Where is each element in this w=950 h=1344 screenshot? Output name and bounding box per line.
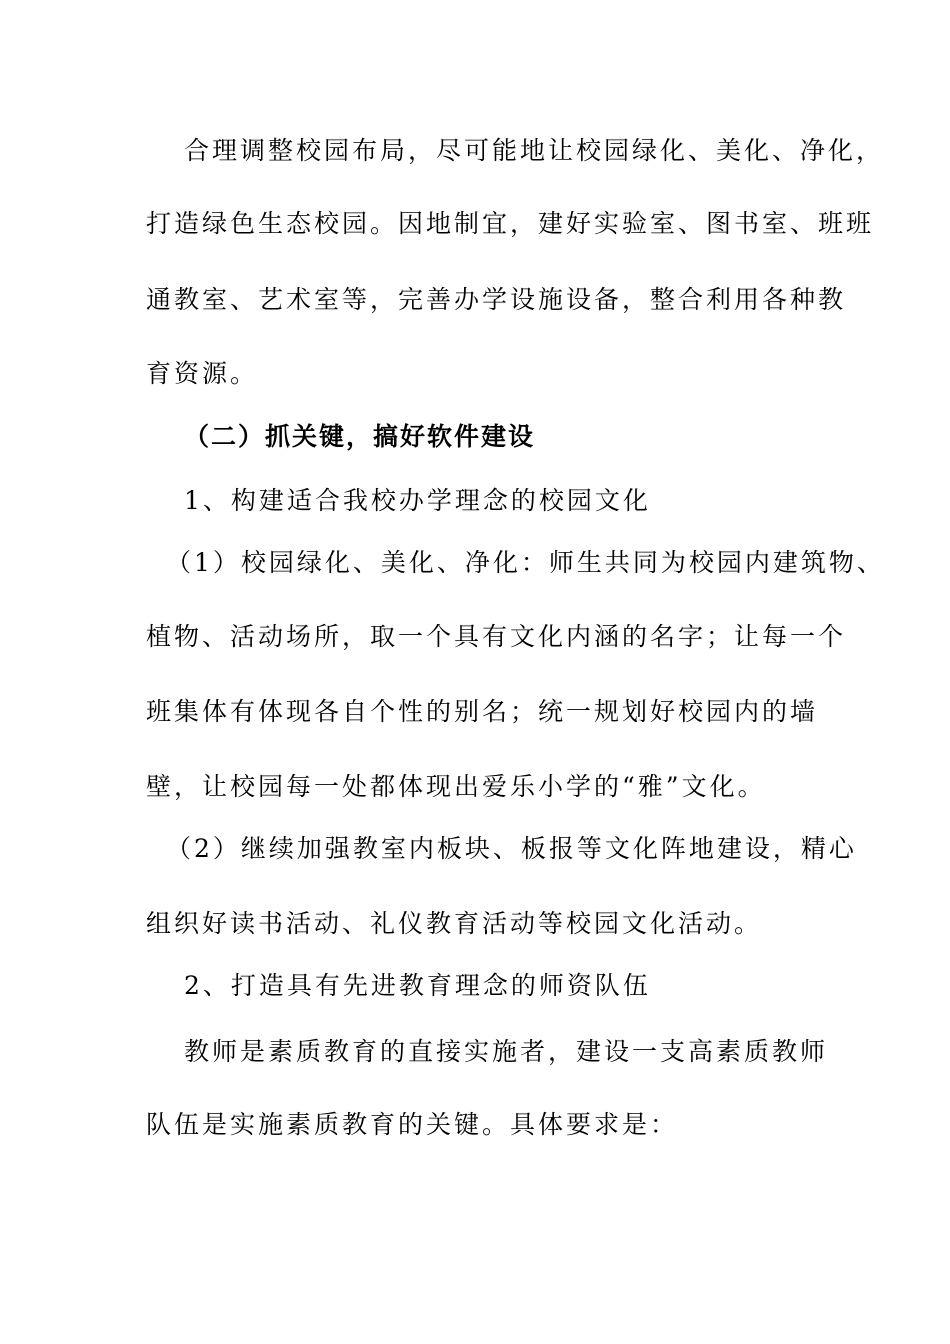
subsection-heading: 1、构建适合我校办学理念的校园文化 (184, 486, 651, 515)
section-heading: （二）抓关键，搞好软件建设 (184, 422, 536, 451)
text-line: 队伍是实施素质教育的关键。具体要求是： (146, 1110, 679, 1139)
text-line: 教师是素质教育的直接实施者，建设一支高素质教师 (184, 1037, 829, 1066)
text-line: （2）继续加强教室内板块、板报等文化阵地建设，精心 (166, 834, 857, 863)
text-line: 合理调整校园布局，尽可能地让校园绿化、美化、净化， (184, 136, 885, 165)
text-line: 组织好读书活动、礼仪教育活动等校园文化活动。 (146, 909, 763, 938)
text-line: 打造绿色生态校园。因地制宜，建好实验室、图书室、班班 (146, 209, 875, 238)
text-line: 壁，让校园每一处都体现出爱乐小学的“雅”文化。 (146, 772, 766, 801)
text-line: 植物、活动场所，取一个具有文化内涵的名字；让每一个 (146, 622, 847, 651)
subsection-heading: 2、打造具有先进教育理念的师资队伍 (184, 971, 651, 1000)
text-line: 班集体有体现各自个性的别名；统一规划好校园内的墙 (146, 697, 819, 726)
text-line: 通教室、艺术室等，完善办学设施设备，整合利用各种教 (146, 285, 847, 314)
text-line: （1）校园绿化、美化、净化：师生共同为校园内建筑物、 (166, 548, 885, 577)
text-line: 育资源。 (146, 359, 259, 388)
